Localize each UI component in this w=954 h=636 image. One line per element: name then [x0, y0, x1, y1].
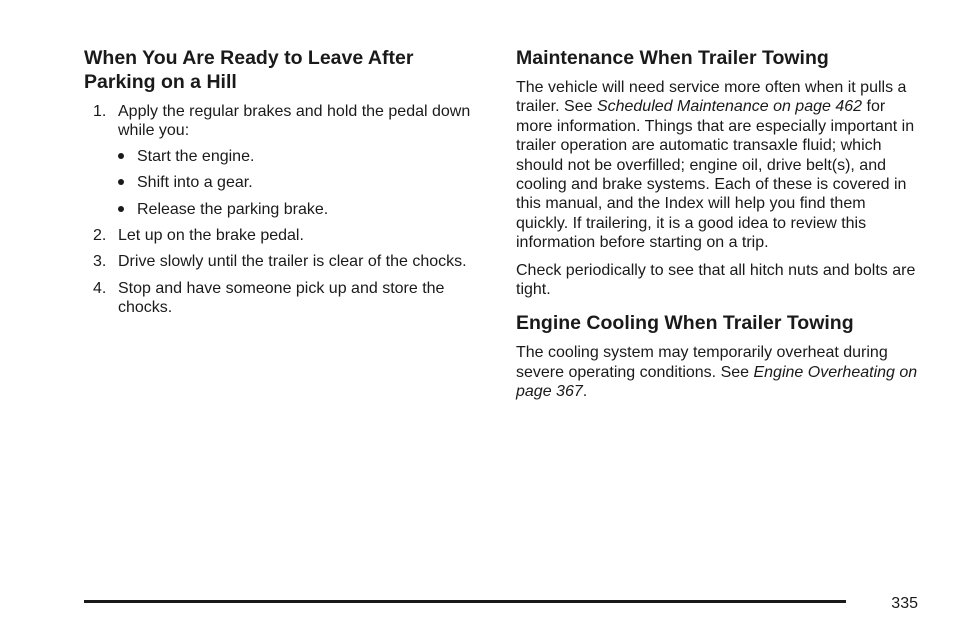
- paragraph-text: The vehicle will need service more often when it pulls a trailer. See: [516, 79, 907, 116]
- step-item: [84, 252, 490, 271]
- right-column: [516, 46, 918, 402]
- steps-list: [84, 102, 490, 318]
- step-item: [84, 279, 490, 318]
- step-text: Let up on the brake pedal.: [118, 227, 304, 245]
- cooling-paragraph: [516, 343, 918, 401]
- step-text: Stop and have someone pick up and store the chocks.: [118, 279, 445, 317]
- paragraph-text: for more information. Things that are especially important in trailer operation are automatic transaxle fluid; which should not be overfilled; engine oil, drive belt(s), and cooling and brake systems. Each of these is covered in this manual, and the Index will help you find them quickly. If trailering, it is a good idea to review this information before starting on a trip.: [516, 98, 915, 252]
- maintenance-paragraph: [516, 78, 918, 253]
- sub-bullet-list: [118, 147, 490, 219]
- step-number: 3.: [93, 253, 107, 271]
- step-text: Drive slowly until the trailer is clear of the chocks.: [118, 253, 467, 271]
- left-column: [84, 46, 490, 325]
- bullet-icon: [118, 206, 124, 212]
- step-item: [84, 102, 490, 219]
- bullet-icon: [118, 153, 124, 159]
- cross-reference: Engine Overheating on page 367: [516, 363, 918, 401]
- step-item: [84, 226, 490, 245]
- cross-reference: Scheduled Maintenance on page 462: [596, 98, 863, 116]
- bullet-text: Start the engine.: [137, 147, 255, 165]
- paragraph-text: The cooling system may temporarily overheat during severe operating conditions. See: [516, 344, 888, 381]
- bullet-text: Release the parking brake.: [137, 200, 329, 218]
- section-heading-engine-cooling: Engine Cooling When Trailer Towing: [516, 312, 854, 335]
- bullet-item: [118, 200, 490, 219]
- paragraph-text: .: [582, 383, 588, 401]
- step-number: 1.: [93, 103, 107, 120]
- bullet-icon: [118, 179, 124, 185]
- hitch-check-paragraph: Check periodically to see that all hitch nuts and bolts are tight.: [516, 261, 916, 299]
- bullet-text: Shift into a gear.: [137, 174, 253, 192]
- page-number: 335: [891, 595, 918, 612]
- section-heading-maintenance: Maintenance When Trailer Towing: [516, 47, 829, 69]
- bullet-item: [118, 147, 490, 166]
- section-heading-leave-hill: When You Are Ready to Leave After Parking on a Hill: [84, 47, 414, 93]
- bullet-item: [118, 173, 490, 192]
- footer-rule: [84, 600, 846, 603]
- step-number: 4.: [93, 279, 107, 297]
- step-number: 2.: [93, 227, 107, 245]
- step-text: Apply the regular brakes and hold the pedal down while you:: [118, 103, 471, 140]
